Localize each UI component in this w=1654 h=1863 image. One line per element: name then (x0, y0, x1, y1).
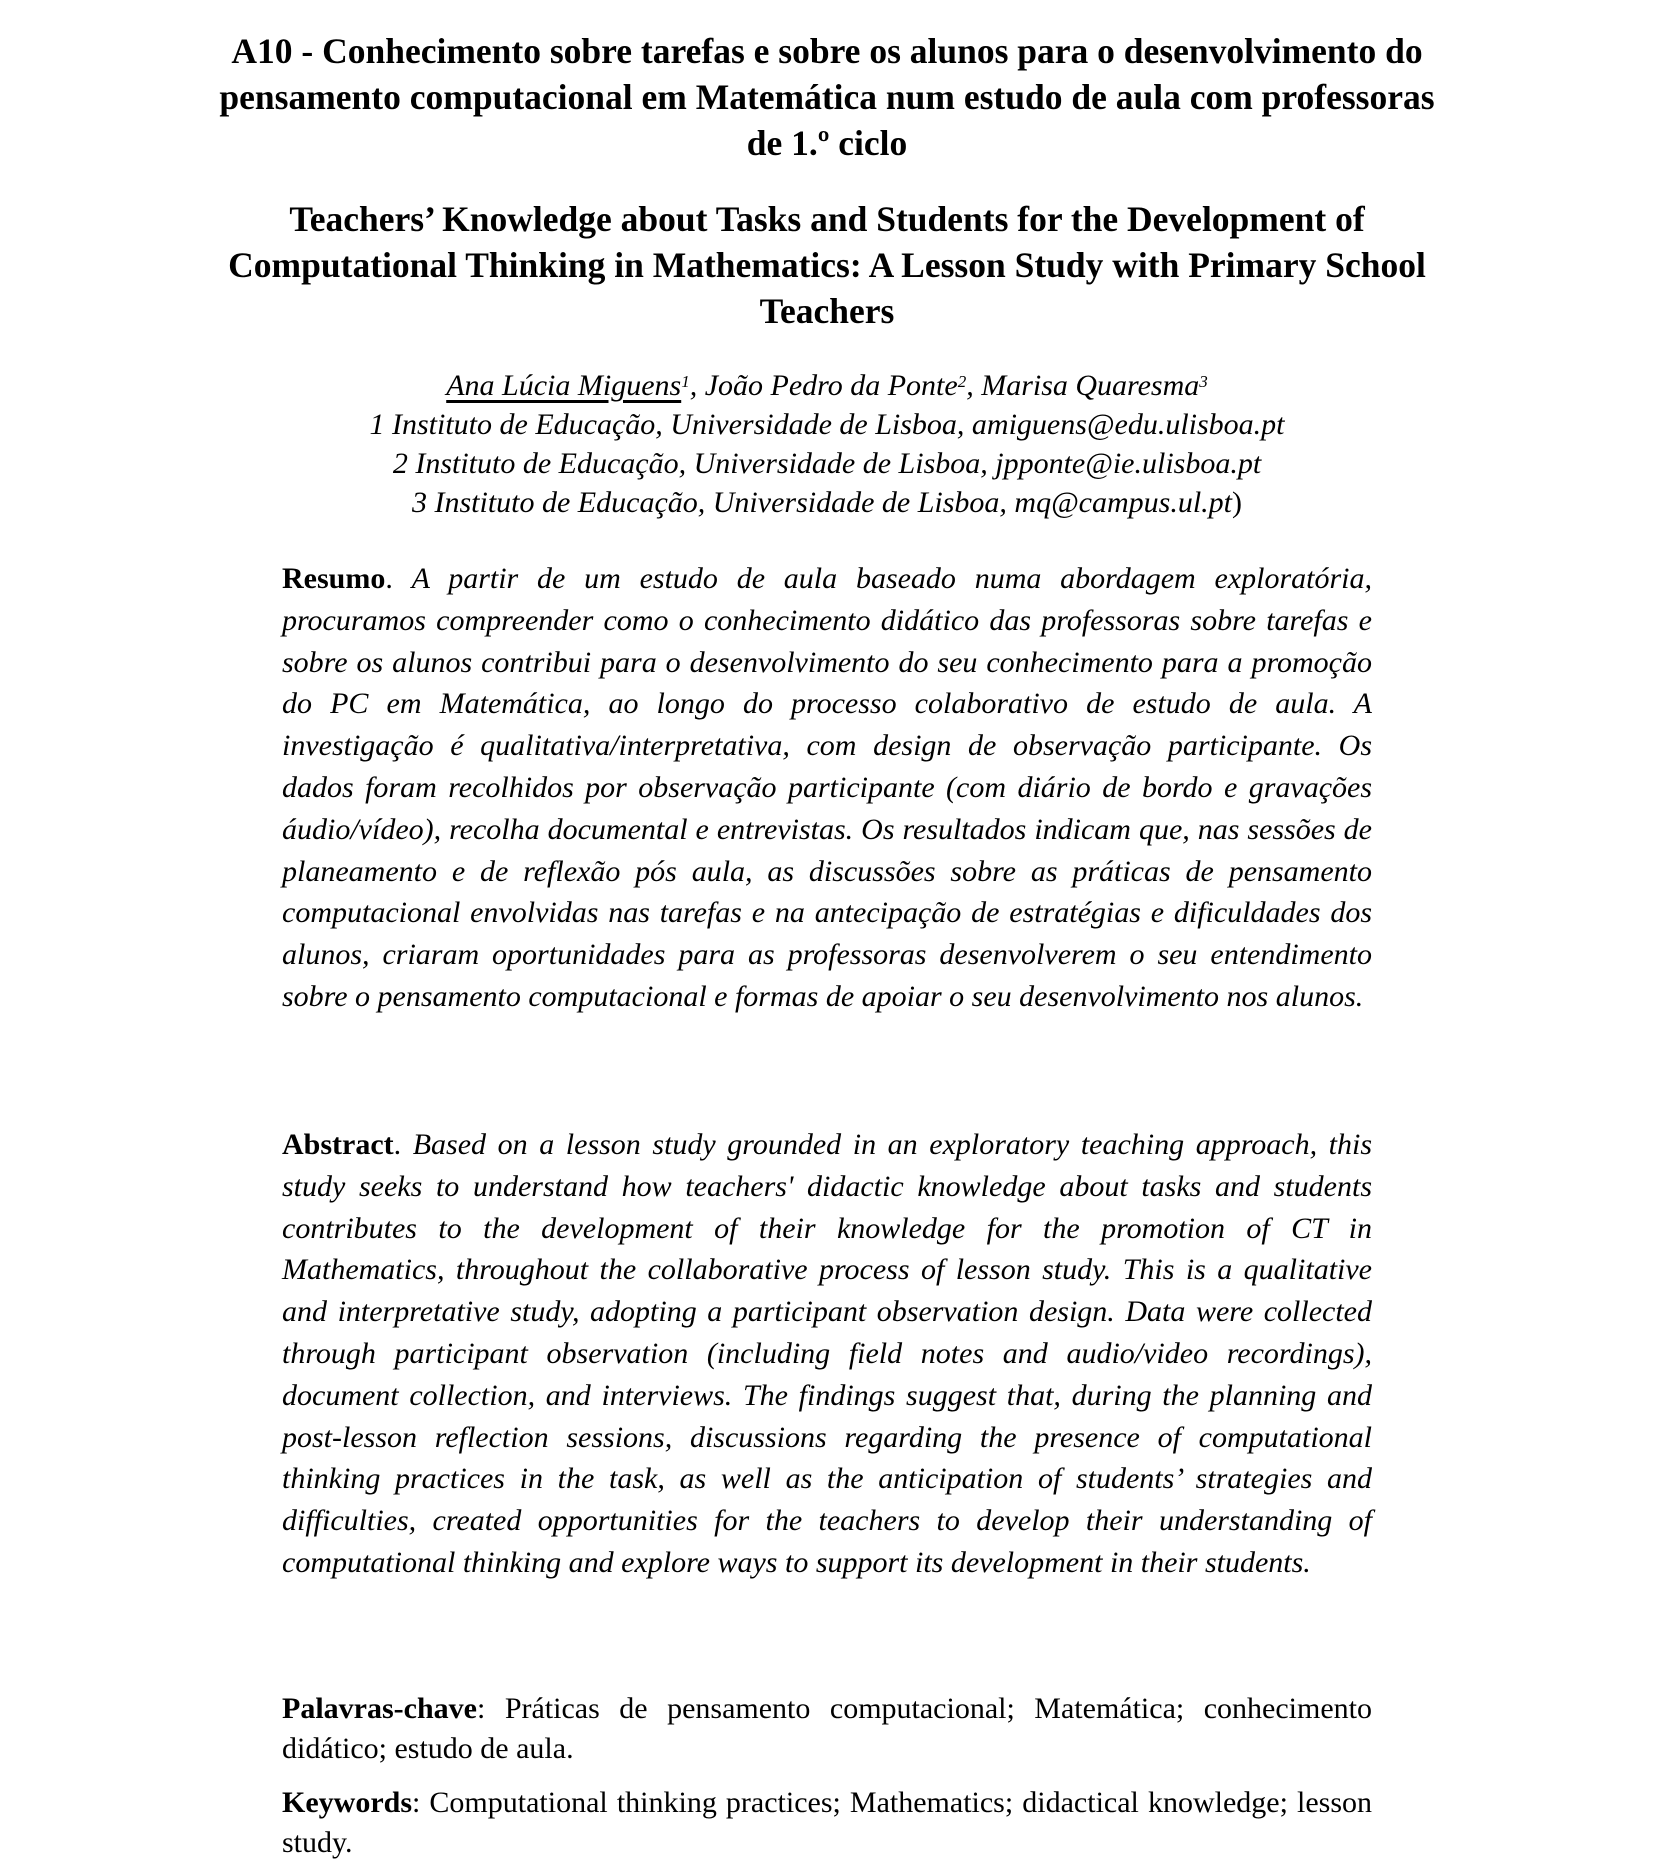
palavras-chave-text: Práticas de pensamento computacional; Matemática; conhecimento didático; estudo de aula. (282, 1692, 1373, 1765)
author-2-name: João Pedro da Ponte (704, 369, 958, 402)
author-1-name: Ana Lúcia Miguens (446, 369, 682, 402)
keywords-label: Keywords (282, 1786, 412, 1819)
title-english: Teachers’ Knowledge about Tasks and Students for the Development of Computational Thinking in Mathematics: A Lesson Study with Primary School Teachers (228, 199, 1426, 331)
author-2-sup: 2 (957, 372, 967, 391)
author-separator: , (966, 369, 982, 402)
abstract-text: Based on a lesson study grounded in an exploratory teaching approach, this study seeks to understand how teachers' didactic knowledge about tasks and students contributes to the development of their knowledge for the promotion of CT in Mathematics, throughout the collaborative process of lesson study. This is a qualitative and interpretative study, adopting a participant observation design. Data were collected through participant observation (including field notes and audio/video recordings), document collection, and interviews. The findings suggest that, during the planning and post-lesson reflection sessions, discussions regarding the presence of computational thinking practices in the task, as well as the anticipation of students’ strategies and difficulties, created opportunities for the teachers to develop their understanding of computational thinking and explore ways to support its development in their students. (282, 1128, 1373, 1579)
resumo-text: A partir de um estudo de aula baseado numa abordagem exploratória, procuramos compreender como o conhecimento didático das professoras sobre tarefas e sobre os alunos contribui para o desenvolvimento do seu conhecimento para a promoção do PC em Matemática, ao longo do processo colaborativo de estudo de aula. A investigação é qualitativa/interpretativa, com design de observação participante. Os dados foram recolhidos por observação participante (com diário de bordo e gravações áudio/vídeo), recolha documental e entrevistas. Os resultados indicam que, nas sessões de planeamento e de reflexão pós aula, as discussões sobre as práticas de pensamento computacional envolvidas nas tarefas e na antecipação de estratégias e dificuldades dos alunos, criaram oportunidades para as professoras desenvolverem o seu entendimento sobre o pensamento computacional e formas de apoiar o seu desenvolvimento nos alunos. (282, 562, 1372, 1013)
title-portuguese: A10 - Conhecimento sobre tarefas e sobre os alunos para o desenvolvimento do pensamento computacional em Matemática num estudo de aula com professoras de 1.º ciclo (219, 31, 1435, 163)
abstract-separator: . (393, 1128, 413, 1161)
author-separator: , (689, 369, 705, 402)
affiliation-closing-paren: ) (1232, 486, 1242, 519)
resumo-label: Resumo (282, 562, 386, 595)
authors-block (200, 366, 1454, 522)
author-3-sup: 3 (1199, 372, 1208, 391)
author-1-sup: 1 (681, 372, 690, 391)
abstract-label: Abstract (282, 1128, 394, 1161)
affiliation-2: 2 Instituto de Educação, Universidade de Lisboa, jpponte@ie.ulisboa.pt (392, 447, 1262, 480)
affiliation-3: 3 Instituto de Educação, Universidade de Lisboa, mq@campus.ul.pt (411, 486, 1232, 519)
abstract-section (282, 1124, 1372, 1584)
keywords-text: Computational thinking practices; Mathematics; didactical knowledge; lesson study. (282, 1786, 1372, 1859)
affiliation-1: 1 Instituto de Educação, Universidade de Lisboa, amiguens@edu.ulisboa.pt (369, 408, 1285, 441)
palavras-chave-label: Palavras-chave (282, 1692, 477, 1725)
palavras-chave-section (282, 1689, 1372, 1769)
author-3-name: Marisa Quaresma (981, 369, 1200, 402)
resumo-separator: . (385, 562, 412, 595)
palavras-chave-separator: : (476, 1692, 505, 1725)
keywords-section (282, 1783, 1372, 1863)
keywords-separator: : (412, 1786, 430, 1819)
resumo-section (282, 558, 1372, 1018)
affiliation-3-line (200, 483, 1454, 522)
author-line (200, 366, 1454, 405)
